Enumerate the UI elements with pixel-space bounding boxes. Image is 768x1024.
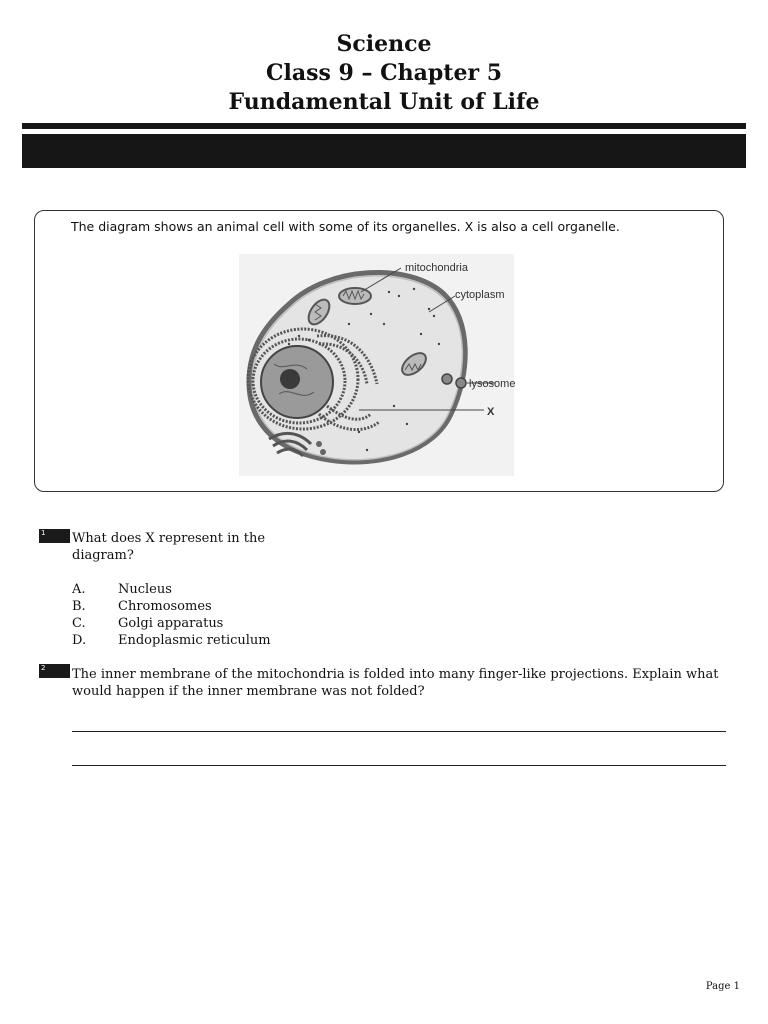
answer-line[interactable] [72,765,726,766]
option-text: Golgi apparatus [118,616,224,631]
label-x: X [487,406,495,418]
document-header [0,30,768,117]
nucleolus [280,369,300,389]
option-text: Endoplasmic reticulum [118,633,271,648]
option-letter: C. [72,616,86,631]
option-text: Nucleus [118,582,172,597]
question-1-text-line-2: diagram? [72,548,134,563]
chapter-title: Fundamental Unit of Life [228,89,540,115]
mitochondrion [339,288,371,304]
option-text: Chromosomes [118,599,212,614]
lysosome [442,374,452,384]
header-rule-bar [22,134,746,168]
question-number-badge: 1 [39,529,70,543]
class-chapter-title: Class 9 – Chapter 5 [265,60,503,86]
answer-line[interactable] [72,731,726,732]
option-letter: B. [72,599,86,614]
lysosome [456,378,466,388]
question-number-badge: 2 [39,664,70,678]
label-cytoplasm: cytoplasm [455,289,505,301]
diagram-caption: The diagram shows an animal cell with some of its organelles. X is also a cell organelle. [71,219,620,234]
question-1-text-line-1: What does X represent in the [72,531,266,546]
page-number: Page 1 [705,981,740,992]
question-2-text-line-1: The inner membrane of the mitochondria is folded into many finger-like projections. Explain what [72,667,719,682]
question-2-text-line-2: would happen if the inner membrane was not folded? [72,684,425,699]
label-mitochondria: mitochondria [405,262,468,274]
subject-title: Science [336,31,432,57]
label-lysosome: lysosome [469,378,516,390]
option-letter: D. [72,633,87,648]
diagram-box [34,210,724,492]
header-rule-thin [22,123,746,129]
option-letter: A. [72,582,86,597]
animal-cell-diagram [239,254,529,476]
